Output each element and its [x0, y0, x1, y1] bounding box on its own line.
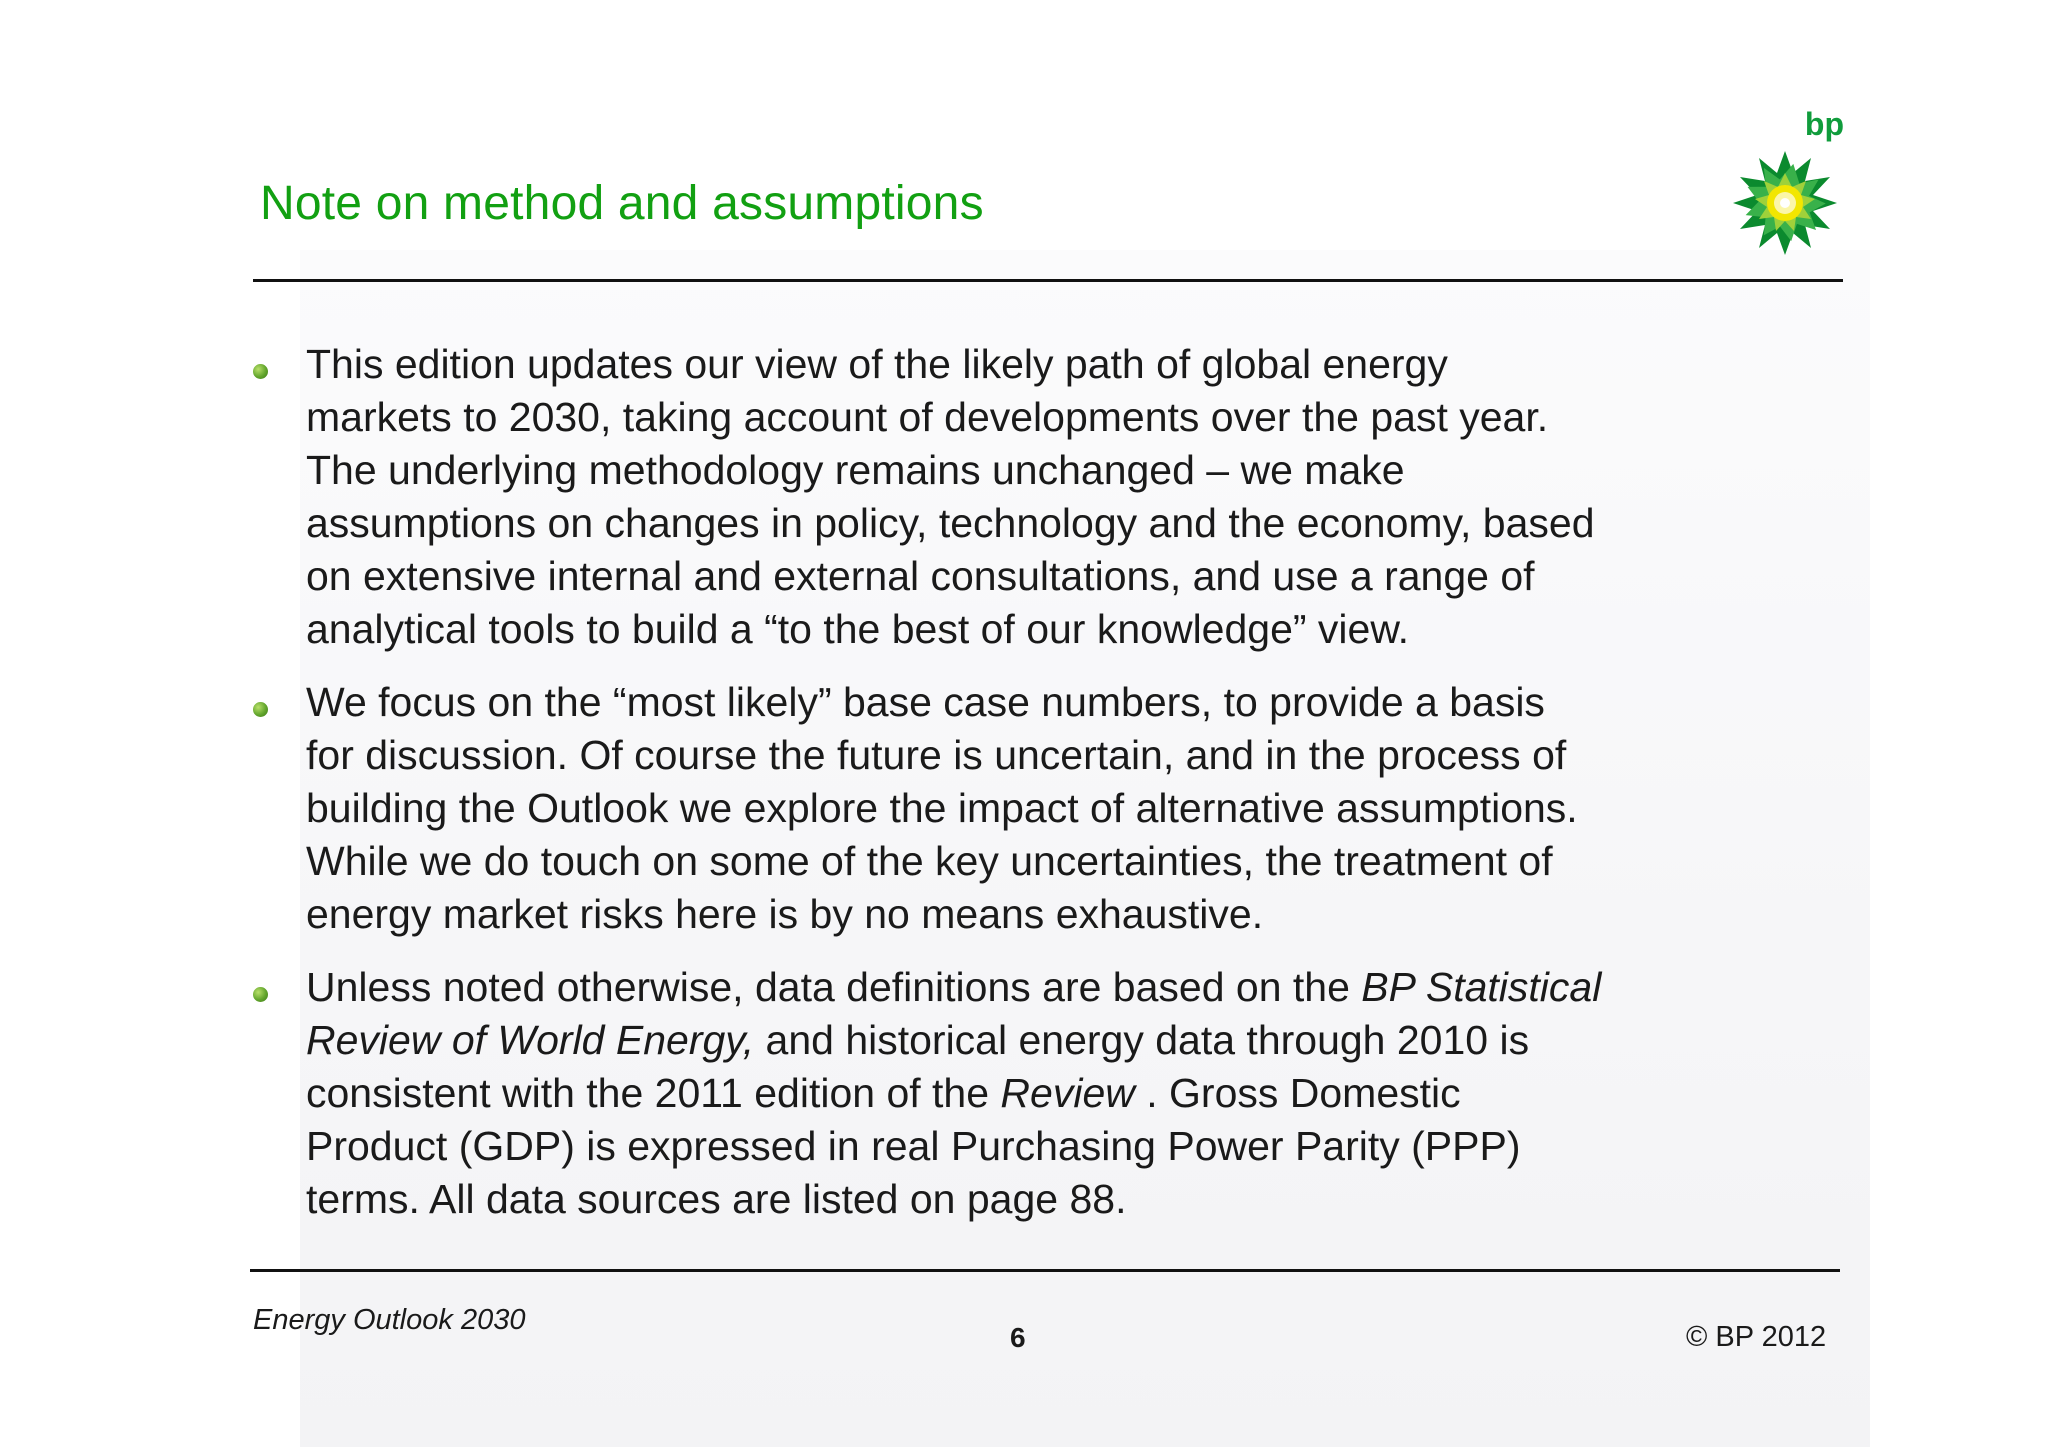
- text-segment: . Gross Domestic: [1134, 1070, 1461, 1116]
- text-line: Product (GDP) is expressed in real Purchasing Power Parity (PPP): [306, 1123, 1521, 1169]
- text-line: terms. All data sources are listed on page 88.: [306, 1176, 1127, 1222]
- bullet-icon: [253, 364, 268, 379]
- bullet-text: [306, 961, 1813, 1226]
- bullet-item-base-case: [253, 676, 1813, 941]
- bullet-icon: [253, 702, 268, 717]
- logo-wordmark: bp: [1804, 106, 1844, 142]
- text-segment: Unless noted otherwise, data definitions are based on the: [306, 964, 1362, 1010]
- bp-logo: [1730, 108, 1850, 258]
- text-line: While we do touch on some of the key uncertainties, the treatment of: [306, 838, 1553, 884]
- bullet-icon: [253, 987, 268, 1002]
- bullet-text: [306, 338, 1813, 656]
- text-line: [306, 961, 1813, 1014]
- footer-divider: [250, 1269, 1840, 1272]
- text-line: assumptions on changes in policy, technology and the economy, based: [306, 500, 1595, 546]
- text-line: We focus on the “most likely” base case numbers, to provide a basis: [306, 679, 1545, 725]
- text-line: This edition updates our view of the likely path of global energy: [306, 341, 1448, 387]
- header-divider: [253, 279, 1843, 282]
- bullet-item-methodology: [253, 338, 1813, 656]
- text-line: building the Outlook we explore the impact of alternative assumptions.: [306, 785, 1578, 831]
- footer-publication: Energy Outlook 2030: [253, 1304, 526, 1336]
- footer-copyright: © BP 2012: [1686, 1321, 1827, 1353]
- text-line: [306, 1014, 1813, 1067]
- text-line: energy market risks here is by no means exhaustive.: [306, 891, 1264, 937]
- page-title: Note on method and assumptions: [260, 177, 984, 230]
- helios-icon: [1730, 148, 1840, 258]
- bullet-item-data-definitions: [253, 961, 1813, 1226]
- text-line: markets to 2030, taking account of developments over the past year.: [306, 394, 1549, 440]
- text-line: The underlying methodology remains unchanged – we make: [306, 447, 1405, 493]
- text-line: analytical tools to build a “to the best of our knowledge” view.: [306, 606, 1410, 652]
- bullet-text: [306, 676, 1813, 941]
- publication-title: Review of World Energy,: [306, 1017, 755, 1063]
- text-segment: consistent with the 2011 edition of the: [306, 1070, 1001, 1116]
- text-line: [306, 1067, 1813, 1120]
- text-segment: and historical energy data through 2010 is: [754, 1017, 1530, 1063]
- page-number: 6: [1010, 1322, 1026, 1353]
- text-line: for discussion. Of course the future is uncertain, and in the process of: [306, 732, 1567, 778]
- publication-title: BP Statistical: [1361, 964, 1602, 1010]
- bullet-list: [253, 338, 1813, 1246]
- publication-title: Review: [1000, 1070, 1135, 1116]
- text-line: on extensive internal and external consultations, and use a range of: [306, 553, 1535, 599]
